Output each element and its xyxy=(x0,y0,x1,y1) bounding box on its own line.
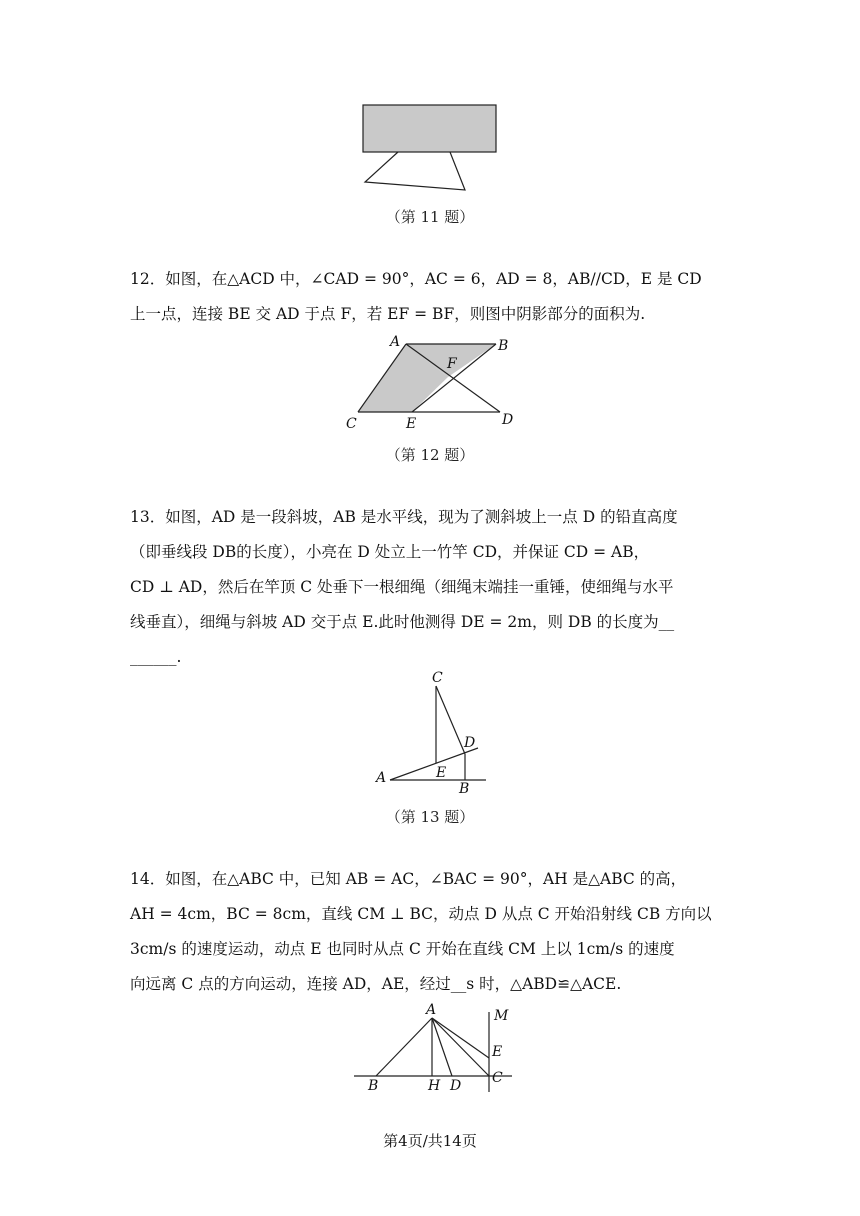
shaded-rectangle xyxy=(363,105,496,152)
label-f: F xyxy=(447,356,457,372)
figure-q13 xyxy=(370,668,500,800)
question-13-line: 线垂直），细绳与斜坡 AD 交于点 E.此时他测得 DE = 2m，则 DB 的长度为__ xyxy=(130,613,675,631)
label-m: M xyxy=(494,1008,509,1024)
label-c: C xyxy=(492,1070,503,1086)
label-b: B xyxy=(368,1078,379,1094)
label-e: E xyxy=(436,765,447,781)
label-d: D xyxy=(502,412,514,428)
caption-q13: （第 13 题） xyxy=(385,808,475,826)
question-14-line: 向远离 C 点的方向运动，连接 AD，AE，经过__s 时，△ABD≌△ACE. xyxy=(130,975,622,993)
label-d: D xyxy=(464,735,476,751)
question-12-line: 12．如图，在△ACD 中，∠CAD = 90°，AC = 6，AD = 8，AB//CD，E 是 CD xyxy=(130,270,702,288)
question-14 xyxy=(130,862,730,1002)
figure-q14 xyxy=(348,1000,528,1098)
label-c: C xyxy=(432,670,443,686)
label-b: B xyxy=(459,781,470,797)
label-e: E xyxy=(406,416,417,432)
label-a: A xyxy=(376,770,387,786)
caption-q12: （第 12 题） xyxy=(385,446,475,464)
label-a: A xyxy=(426,1002,437,1018)
page-footer: 第4页/共14页 xyxy=(383,1132,477,1150)
question-12-line: 上一点，连接 BE 交 AD 于点 F，若 EF = BF，则图中阴影部分的面积为. xyxy=(130,305,646,323)
caption-q11: （第 11 题） xyxy=(385,208,475,226)
question-14-line: AH = 4cm，BC = 8cm，直线 CM ⊥ BC，动点 D 从点 C 开始沿射线 CB 方向以 xyxy=(130,905,712,923)
triangle-outline xyxy=(365,152,465,190)
question-12 xyxy=(130,262,730,332)
question-13 xyxy=(130,500,730,675)
question-13-line: CD ⊥ AD，然后在竿顶 C 处垂下一根细绳（细绳末端挂一重锤，使细绳与水平 xyxy=(130,578,674,596)
label-a: A xyxy=(390,334,401,350)
question-13-line: （即垂线段 DB的长度），小亮在 D 处立上一竹竿 CD，并保证 CD = AB， xyxy=(130,543,650,561)
label-e: E xyxy=(492,1044,503,1060)
question-13-line: ______. xyxy=(130,648,182,666)
question-14-line: 3cm/s 的速度运动，动点 E 也同时从点 C 开始在直线 CM 上以 1cm/s 的速度 xyxy=(130,940,675,958)
label-b: B xyxy=(498,338,509,354)
label-c: C xyxy=(346,416,357,432)
label-d: D xyxy=(450,1078,462,1094)
question-14-line: 14．如图，在△ABC 中，已知 AB = AC，∠BAC = 90°，AH 是△ABC 的高， xyxy=(130,870,687,888)
question-13-line: 13．如图，AD 是一段斜坡，AB 是水平线，现为了测斜坡上一点 D 的铅直高度 xyxy=(130,508,678,526)
figure-q12 xyxy=(340,334,530,434)
figure-q11 xyxy=(355,98,505,198)
label-h: H xyxy=(428,1078,441,1094)
